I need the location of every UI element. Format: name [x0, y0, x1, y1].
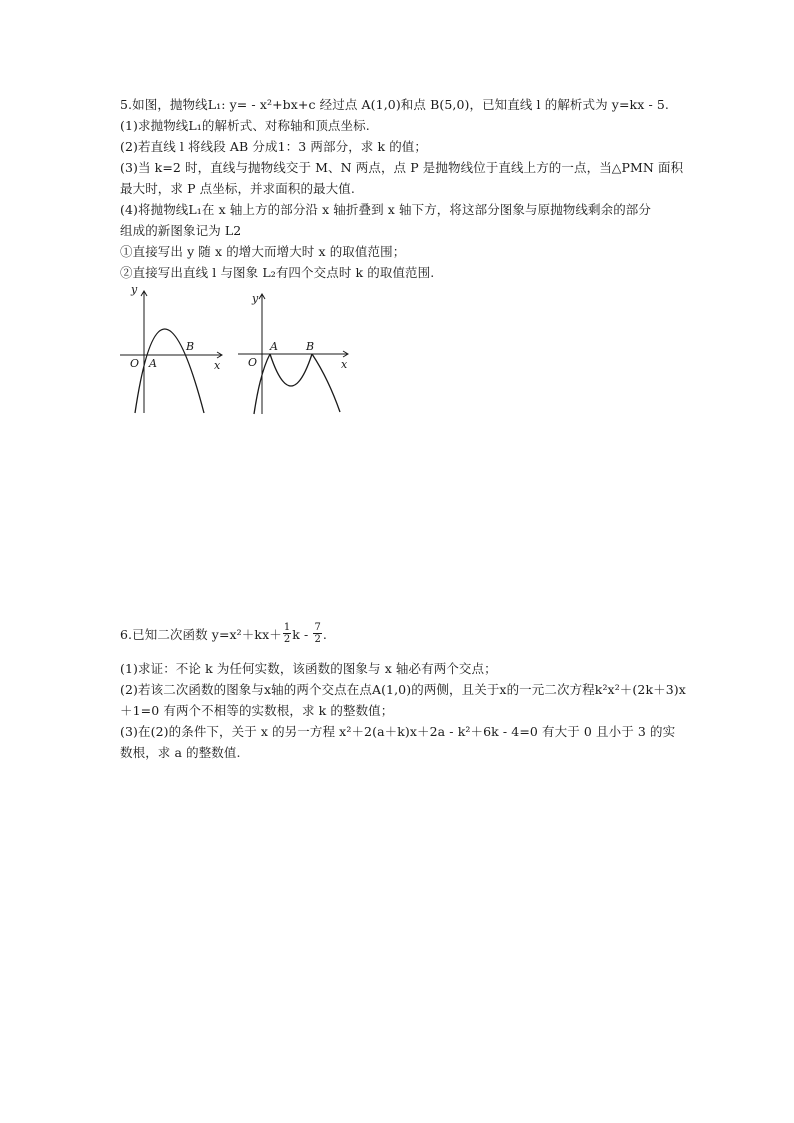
fraction-numerator: 7: [314, 622, 321, 633]
problem5-question3-line2: 最大时，求 P 点坐标，并求面积的最大值.: [120, 181, 355, 196]
origin-label: O: [248, 356, 258, 369]
problem6-question3-line1: (3)在(2)的条件下，关于 x 的另一方程 x²＋2(a＋k)x＋2a - k²＋6k - 4=0 有大于 0 且小于 3 的实: [120, 724, 676, 739]
folded-part-curve: [270, 354, 312, 386]
point-a-label: A: [270, 340, 278, 353]
problem5-question4-line2: 组成的新图象记为 L2: [120, 223, 242, 238]
point-a-label: A: [149, 357, 157, 370]
y-axis-label: y: [252, 292, 259, 305]
problem6-stem: [120, 622, 327, 648]
y-axis-label: y: [131, 285, 138, 296]
fraction-denominator: 2: [314, 634, 321, 645]
problem6-question2-line1: (2)若该二次函数的图象与x轴的两个交点在点A(1,0)的两侧，且关于x的一元二次方程k²x²＋(2k＋3)x: [120, 682, 686, 697]
x-axis-label: x: [341, 358, 348, 371]
problem5-question4-sub1: ①直接写出 y 随 x 的增大而增大时 x 的取值范围；: [120, 244, 406, 259]
problem6-question1: (1)求证：不论 k 为任何实数，该函数的图象与 x 轴必有两个交点；: [120, 661, 497, 676]
right-branch-curve: [312, 354, 340, 412]
problem6-question2-line2: ＋1=0 有两个不相等的实数根，求 k 的整数值；: [120, 703, 394, 718]
origin-label: O: [130, 357, 140, 370]
parabola-figure-1: [118, 285, 226, 417]
problem6-stem-suffix: .: [322, 627, 327, 642]
problem5-question3-line1: (3)当 k=2 时，直线与抛物线交于 M、N 两点，点 P 是抛物线位于直线上方的一点，当△PMN 面积: [120, 160, 684, 175]
fraction-numerator: 1: [283, 622, 291, 633]
fraction-one-half: [283, 622, 291, 645]
fraction-seven-halves: [313, 622, 321, 645]
problem5-question4-sub2: ②直接写出直线 l 与图象 L₂有四个交点时 k 的取值范围.: [120, 265, 435, 280]
problem6-stem-mid: k -: [292, 627, 313, 642]
problem5-stem: 5.如图，抛物线L₁: y= - x²+bx+c 经过点 A(1,0)和点 B(5,0)，已知直线 l 的解析式为 y=kx - 5.: [120, 97, 669, 112]
problem6-stem-prefix: 6.已知二次函数 y=x²＋kx＋: [120, 627, 282, 642]
problem5-question1: (1)求抛物线L₁的解析式、对称轴和顶点坐标.: [120, 118, 370, 133]
problem5-question2: (2)若直线 l 将线段 AB 分成1：3 两部分，求 k 的值；: [120, 139, 428, 154]
problem5-question4-line1: (4)将抛物线L₁在 x 轴上方的部分沿 x 轴折叠到 x 轴下方，将这部分图象与原抛物线剩余的部分: [120, 202, 652, 217]
problem6-question3-line2: 数根，求 a 的整数值.: [120, 745, 241, 760]
parabola-figure-2: [236, 288, 354, 418]
point-b-label: B: [186, 340, 195, 353]
x-axis-label: x: [214, 359, 221, 372]
fraction-denominator: 2: [283, 634, 291, 645]
point-b-label: B: [306, 340, 315, 353]
